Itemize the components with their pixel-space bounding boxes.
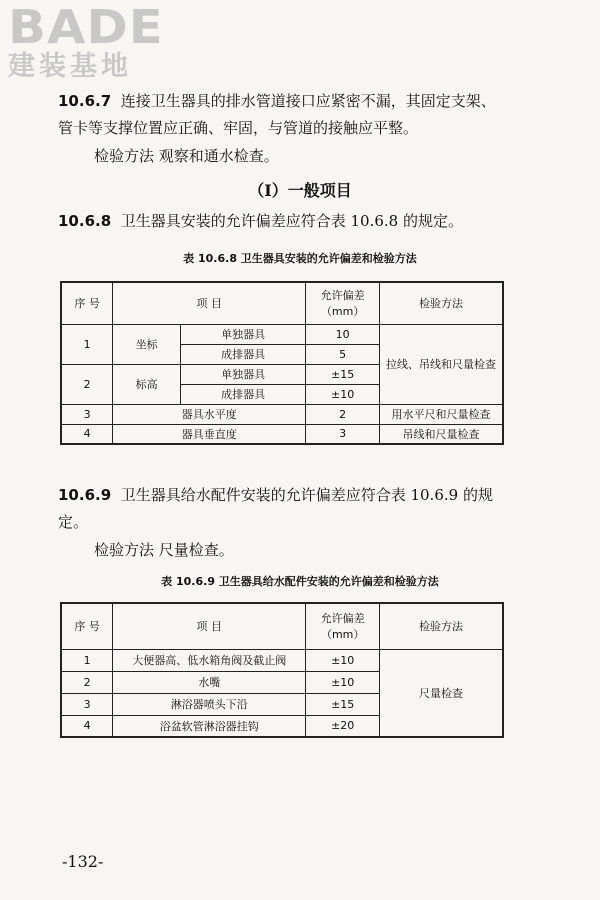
table-10-6-8-caption: 表 10.6.8 卫生器具安装的允许偏差和检验方法 <box>183 252 417 265</box>
table-header-row <box>61 603 503 649</box>
header-method: 检验方法 <box>380 282 503 324</box>
clause-number: 10.6.7 <box>58 92 112 110</box>
table-10-6-9-caption: 表 10.6.9 卫生器具给水配件安装的允许偏差和检验方法 <box>161 575 439 588</box>
clause-text-line2: 定。 <box>58 513 89 531</box>
table-header-row <box>61 282 503 324</box>
clause-10-6-8 <box>58 208 558 235</box>
clause-text-line1: 连接卫生器具的排水管道接口应紧密不漏，其固定支架、 <box>120 92 496 110</box>
header-item: 项 目 <box>113 603 306 649</box>
table-row: 2 水嘴 ±10 <box>61 671 503 693</box>
page-number: -132- <box>62 852 104 871</box>
table-row: 4 浴盆软管淋浴器挂钩 ±20 <box>61 715 503 737</box>
inspection-method-10-6-7: 检验方法 观察和通水检查。 <box>94 147 279 165</box>
clause-text-line1: 卫生器具给水配件安装的允许偏差应符合表 10.6.9 的规 <box>120 486 493 504</box>
clause-10-6-7 <box>58 88 558 142</box>
header-tolerance: 允许偏差 （mm） <box>306 603 380 649</box>
method-cell: 尺量检查 <box>380 649 503 737</box>
logo-subtitle: 建装基地 <box>8 51 132 82</box>
table-row: 3 器具水平度 2 用水平尺和尺量检查 <box>61 404 503 424</box>
clause-text: 卫生器具安装的允许偏差应符合表 10.6.8 的规定。 <box>120 212 463 230</box>
table-row: 成排器具 5 <box>61 344 503 364</box>
table-row: 3 淋浴器喷头下沿 ±15 <box>61 693 503 715</box>
inspection-method-10-6-9: 检验方法 尺量检查。 <box>94 541 234 559</box>
clause-number: 10.6.8 <box>58 212 112 230</box>
header-seq: 序 号 <box>61 282 113 324</box>
table-row: 1 坐标 单独器具 10 拉线、吊线和尺量检查 <box>61 324 503 344</box>
header-item: 项 目 <box>113 282 306 324</box>
header-tolerance: 允许偏差 （mm） <box>306 282 380 324</box>
header-method: 检验方法 <box>380 603 503 649</box>
section-title: （Ⅰ）一般项目 <box>248 181 352 200</box>
table-row: 1 大便器高、低水箱角阀及截止阀 ±10 尺量检查 <box>61 649 503 671</box>
table-row: 2 标高 单独器具 ±15 <box>61 364 503 384</box>
logo-text: BADE <box>8 0 164 54</box>
table-10-6-8 <box>60 281 504 445</box>
clause-number: 10.6.9 <box>58 486 112 504</box>
method-cell: 拉线、吊线和尺量检查 <box>380 324 503 404</box>
bade-logo <box>8 0 164 82</box>
clause-10-6-9 <box>58 482 558 536</box>
table-row: 成排器具 ±10 <box>61 384 503 404</box>
table-row: 4 器具垂直度 3 吊线和尺量检查 <box>61 424 503 444</box>
table-10-6-9 <box>60 602 504 738</box>
header-seq: 序 号 <box>61 603 113 649</box>
clause-text-line2: 管卡等支撑位置应正确、牢固，与管道的接触应平整。 <box>58 119 419 137</box>
